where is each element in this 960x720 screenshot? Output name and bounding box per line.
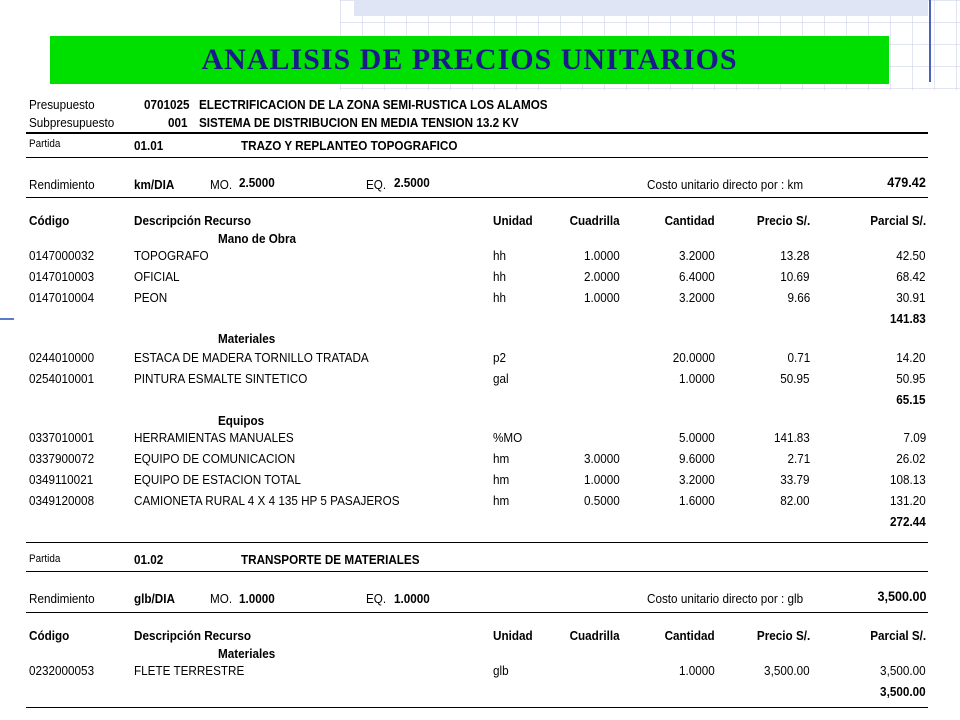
resource-partial: 3,500.00 [880,663,926,678]
resource-quantity: 5.0000 [679,430,715,445]
presupuesto-name: ELECTRIFICACION DE LA ZONA SEMI-RUSTICA LOS ALAMOS [199,97,548,112]
resource-price: 33.79 [780,472,810,487]
resource-crew: 0.5000 [584,493,620,508]
resource-partial: 50.95 [896,371,926,386]
partida2-eq-label: EQ. [366,591,387,606]
resource-code: 0349110021 [29,472,94,487]
resource-quantity: 3.2000 [679,472,715,487]
partida1-end-divider [26,542,928,543]
partida1-eq-value: 2.5000 [394,175,430,190]
column-header-parcial: Parcial S/. [870,628,926,643]
resource-unit: p2 [493,350,507,365]
resource-crew: 2.0000 [584,269,620,284]
partida2-divider [26,571,928,572]
column-header-codigo: Código [29,213,70,228]
partida1-eq-label: EQ. [366,177,387,192]
resource-unit: glb [493,663,509,678]
subpresupuesto-code: 001 [168,115,188,130]
resource-unit: gal [493,371,509,386]
resource-description: EQUIPO DE COMUNICACION [134,451,296,466]
column-header-cantidad: Cantidad [664,628,715,643]
resource-code: 0244010000 [29,350,95,365]
resource-partial: 26.02 [896,451,926,466]
resource-code: 0147010003 [29,269,95,284]
resource-price: 2.71 [787,451,810,466]
presupuesto-label: Presupuesto [29,97,95,112]
resource-unit: hh [493,248,507,263]
section-subtotal: 3,500.00 [880,684,926,699]
column-header-unidad: Unidad [493,213,533,228]
resource-crew: 1.0000 [584,472,620,487]
partida2-rendimiento-unit: glb/DIA [134,591,175,606]
resource-description: PINTURA ESMALTE SINTETICO [134,371,308,386]
resource-quantity: 6.4000 [679,269,715,284]
resource-crew: 1.0000 [584,248,620,263]
section-subtotal: 272.44 [890,514,926,529]
resource-crew: 3.0000 [584,451,620,466]
resource-code: 0349120008 [29,493,95,508]
resource-code: 0147000032 [29,248,95,263]
partida1-mo-value: 2.5000 [239,175,275,190]
partida2-label: Partida [29,553,61,565]
resource-description: PEON [134,290,168,305]
resource-code: 0232000053 [29,663,95,678]
subpresupuesto-label: Subpresupuesto [29,115,115,130]
partida1-mo-label: MO. [210,177,233,192]
resource-partial: 30.91 [896,290,926,305]
partida1-label: Partida [29,138,61,150]
partida2-costo-label: Costo unitario directo por : glb [647,591,804,606]
resource-price: 82.00 [780,493,810,508]
resource-unit: hm [493,472,510,487]
header-divider [26,132,928,134]
resource-code: 0337900072 [29,451,95,466]
resource-price: 3,500.00 [764,663,810,678]
section-title: Materiales [218,646,276,661]
resource-unit: hh [493,269,507,284]
resource-unit: hm [493,451,510,466]
resource-code: 0337010001 [29,430,95,445]
resource-description: TOPOGRAFO [134,248,209,263]
resource-price: 13.28 [780,248,810,263]
page-title: ANALISIS DE PRECIOS UNITARIOS [201,43,738,76]
resource-partial: 14.20 [896,350,926,365]
partida2-rendimiento-divider [26,612,928,613]
resource-description: CAMIONETA RURAL 4 X 4 135 HP 5 PASAJEROS [134,493,400,508]
partida1-name: TRAZO Y REPLANTEO TOPOGRAFICO [241,138,458,153]
resource-partial: 108.13 [890,472,926,487]
partida1-divider [26,157,928,158]
resource-partial: 68.42 [896,269,926,284]
resource-unit: hh [493,290,507,305]
partida1-rendimiento-divider [26,197,928,198]
resource-code: 0147010004 [29,290,95,305]
resource-partial: 131.20 [890,493,926,508]
resource-quantity: 1.6000 [679,493,715,508]
column-header-precio: Precio S/. [756,213,810,228]
partida2-name: TRANSPORTE DE MATERIALES [241,552,420,567]
partida2-eq-value: 1.0000 [394,591,430,606]
column-header-unidad: Unidad [493,628,533,643]
partida2-costo-value: 3,500.00 [876,588,926,604]
resource-price: 10.69 [780,269,810,284]
resource-description: ESTACA DE MADERA TORNILLO TRATADA [134,350,369,365]
resource-description: OFICIAL [134,269,180,284]
column-header-descripcion: Descripción Recurso [134,628,252,643]
resource-quantity: 20.0000 [672,350,715,365]
resource-partial: 42.50 [896,248,926,263]
resource-description: EQUIPO DE ESTACION TOTAL [134,472,301,487]
partida2-code: 01.02 [134,552,164,567]
resource-unit: %MO [493,430,523,445]
partida1-code: 01.01 [134,138,164,153]
resource-description: FLETE TERRESTRE [134,663,245,678]
partida1-costo-value: 479.42 [887,174,926,190]
resource-quantity: 9.6000 [679,451,715,466]
partida2-rendimiento-label: Rendimiento [29,591,95,606]
presupuesto-code: 0701025 [144,97,190,112]
column-header-descripcion: Descripción Recurso [134,213,252,228]
resource-price: 9.66 [787,290,810,305]
resource-quantity: 3.2000 [679,290,715,305]
resource-price: 50.95 [780,371,810,386]
column-header-cuadrilla: Cuadrilla [569,628,620,643]
partida2-mo-value: 1.0000 [239,591,275,606]
partida1-costo-label: Costo unitario directo por : km [647,177,804,192]
section-title: Mano de Obra [218,231,297,246]
resource-price: 0.71 [787,350,810,365]
resource-quantity: 1.0000 [679,371,715,386]
subpresupuesto-name: SISTEMA DE DISTRIBUCION EN MEDIA TENSION 13.2 KV [199,115,519,130]
section-subtotal: 141.83 [890,311,926,326]
column-header-cuadrilla: Cuadrilla [569,213,620,228]
section-title: Materiales [218,331,276,346]
partida2-mo-label: MO. [210,591,233,606]
column-header-parcial: Parcial S/. [870,213,926,228]
column-header-precio: Precio S/. [756,628,810,643]
partida1-rendimiento-unit: km/DIA [134,177,175,192]
column-header-cantidad: Cantidad [664,213,715,228]
partida1-rendimiento-label: Rendimiento [29,177,95,192]
partida2-end-divider [26,707,928,708]
resource-quantity: 3.2000 [679,248,715,263]
section-subtotal: 65.15 [896,392,926,407]
resource-partial: 7.09 [903,430,926,445]
resource-code: 0254010001 [29,371,95,386]
resource-quantity: 1.0000 [679,663,715,678]
resource-price: 141.83 [774,430,810,445]
resource-crew: 1.0000 [584,290,620,305]
section-title: Equipos [218,413,265,428]
resource-description: HERRAMIENTAS MANUALES [134,430,294,445]
resource-unit: hm [493,493,510,508]
column-header-codigo: Código [29,628,70,643]
